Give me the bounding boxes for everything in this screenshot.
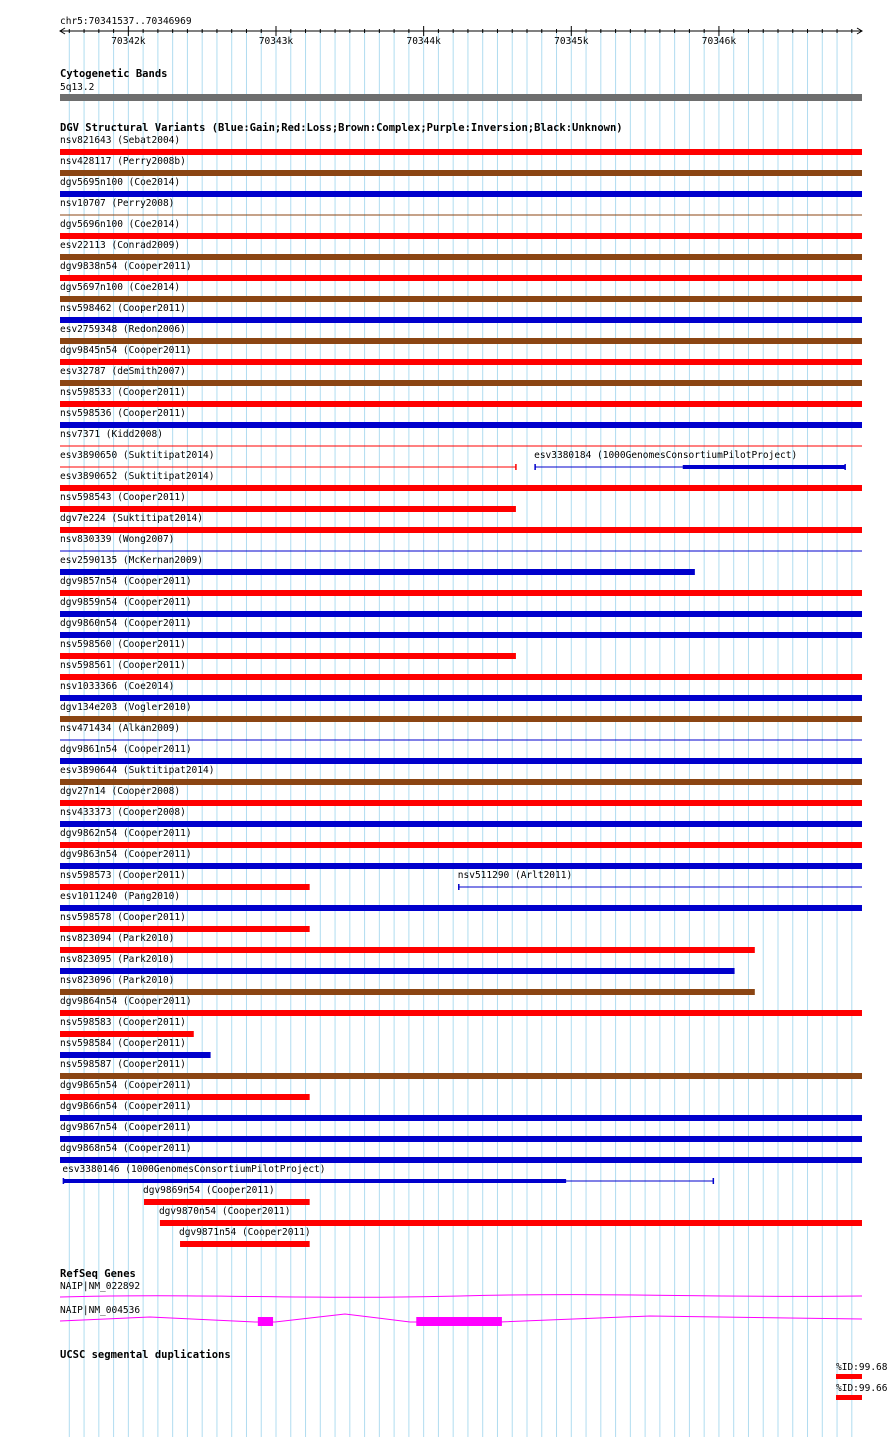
dgv-variant[interactable]	[60, 786, 862, 806]
dgv-variant-label: nsv598573 (Cooper2011)	[60, 870, 186, 881]
dgv-variant[interactable]	[60, 891, 862, 911]
dgv-variant-bar[interactable]	[144, 1199, 310, 1205]
dgv-variant-bar[interactable]	[60, 695, 862, 701]
dgv-variant-bar[interactable]	[60, 989, 755, 995]
dgv-variant-label: nsv10707 (Perry2008)	[60, 198, 175, 209]
dgv-variant-label: esv2590135 (McKernan2009)	[60, 555, 203, 566]
dgv-variant-bar[interactable]	[60, 716, 862, 722]
dgv-variant-bar[interactable]	[60, 1010, 862, 1016]
refseq-track-title[interactable]: RefSeq Genes	[60, 1268, 136, 1280]
refseq-gene-exon[interactable]	[258, 1317, 273, 1326]
dgv-variant[interactable]	[60, 849, 862, 869]
dgv-variant[interactable]	[60, 177, 862, 197]
dgv-variant[interactable]	[534, 450, 845, 470]
dgv-variant-bar[interactable]	[60, 233, 862, 239]
dgv-variant-bar[interactable]	[60, 401, 862, 407]
dgv-variant[interactable]	[60, 912, 310, 932]
dgv-variant-bar[interactable]	[60, 905, 862, 911]
dgv-variant[interactable]	[143, 1185, 310, 1205]
dgv-variant[interactable]	[60, 471, 862, 491]
dgv-variant-label: dgv9869n54 (Cooper2011)	[143, 1185, 275, 1196]
dgv-variant[interactable]	[60, 198, 862, 215]
dgv-variant-bar[interactable]	[60, 1031, 194, 1037]
dgv-variant[interactable]	[60, 618, 862, 638]
dgv-variant-label: dgv9862n54 (Cooper2011)	[60, 828, 192, 839]
dgv-variant-bar[interactable]	[60, 1052, 211, 1058]
dgv-variant-label: dgv9838n54 (Cooper2011)	[60, 261, 192, 272]
dgv-variant-bar[interactable]	[60, 254, 862, 260]
dgv-variant-label: dgv9863n54 (Cooper2011)	[60, 849, 192, 860]
dgv-variant-bar[interactable]	[60, 338, 862, 344]
dgv-variant[interactable]	[60, 744, 862, 764]
ruler-tick-label: 70346k	[701, 36, 737, 47]
dgv-variant[interactable]	[60, 429, 862, 446]
dgv-variant-label: dgv5697n100 (Coe2014)	[60, 282, 181, 293]
cytoband-bar[interactable]	[60, 94, 862, 101]
dgv-variant-bar[interactable]	[60, 191, 862, 197]
dgv-variant-label: esv2759348 (Redon2006)	[60, 324, 186, 335]
dgv-variant-label: esv32787 (deSmith2007)	[60, 366, 186, 377]
dgv-variant-label: nsv598587 (Cooper2011)	[60, 1059, 186, 1070]
dgv-variant[interactable]	[60, 324, 862, 344]
dgv-variant-label: esv3380146 (1000GenomesConsortiumPilotProject)	[62, 1164, 326, 1175]
dgv-variant[interactable]	[60, 534, 862, 551]
dgv-variant-bar[interactable]	[60, 506, 516, 512]
segdup-label: %ID:99.68	[836, 1362, 888, 1373]
dgv-variant[interactable]	[60, 492, 516, 512]
dgv-variant-bar[interactable]	[60, 1157, 862, 1163]
dgv-variant[interactable]	[60, 345, 862, 365]
refseq-genes-track	[60, 1281, 862, 1326]
dgv-variant[interactable]	[60, 1122, 862, 1142]
dgv-variant-bar[interactable]	[60, 359, 862, 365]
dgv-variant-label: esv3890652 (Suktitipat2014)	[60, 471, 215, 482]
segdup-track	[836, 1362, 888, 1400]
dgv-variant[interactable]	[60, 450, 516, 470]
dgv-variant-bar[interactable]	[160, 1220, 862, 1226]
dgv-variant[interactable]	[60, 513, 862, 533]
dgv-variant-bar[interactable]	[60, 1073, 862, 1079]
dgv-variant-label: nsv823096 (Park2010)	[60, 975, 175, 986]
dgv-variant[interactable]	[60, 555, 695, 575]
dgv-variant-label: dgv9871n54 (Cooper2011)	[179, 1227, 311, 1238]
dgv-variant-bar[interactable]	[60, 1136, 862, 1142]
dgv-variant-label: dgv9868n54 (Cooper2011)	[60, 1143, 192, 1154]
ruler[interactable]	[60, 26, 862, 47]
dgv-variant[interactable]	[60, 723, 862, 740]
dgv-variant-label: nsv823095 (Park2010)	[60, 954, 175, 965]
dgv-variant[interactable]	[60, 639, 516, 659]
refseq-gene-label: NAIP|NM_004536	[60, 1305, 141, 1316]
segdup-track-title[interactable]: UCSC segmental duplications	[60, 1349, 231, 1361]
segdup-label: %ID:99.66	[836, 1383, 888, 1394]
dgv-variant[interactable]	[60, 576, 862, 596]
dgv-variant-bar[interactable]	[60, 842, 862, 848]
dgv-variant-label: nsv821643 (Sebat2004)	[60, 135, 181, 146]
dgv-variant[interactable]	[60, 954, 735, 974]
dgv-track-title[interactable]: DGV Structural Variants (Blue:Gain;Red:Loss;Brown:Complex;Purple:Inversion;Black:Unknown)	[60, 122, 623, 134]
ruler-location: chr5:70341537..70346969	[60, 16, 192, 27]
dgv-variant[interactable]	[60, 219, 862, 239]
dgv-variant-bar[interactable]	[60, 296, 862, 302]
dgv-variant-bar[interactable]	[60, 317, 862, 323]
dgv-variant-label: nsv433373 (Cooper2008)	[60, 807, 186, 818]
dgv-variant-bar[interactable]	[60, 800, 862, 806]
dgv-variant[interactable]	[60, 1101, 862, 1121]
dgv-variant-label: nsv598462 (Cooper2011)	[60, 303, 186, 314]
dgv-variant-bar[interactable]	[60, 821, 862, 827]
ruler-tick-label: 70342k	[111, 36, 146, 47]
dgv-variant-label: nsv598583 (Cooper2011)	[60, 1017, 186, 1028]
dgv-variant-label: dgv9867n54 (Cooper2011)	[60, 1122, 192, 1133]
refseq-gene[interactable]	[60, 1281, 862, 1297]
dgv-variant-label: nsv823094 (Park2010)	[60, 933, 175, 944]
dgv-variant-label: nsv598536 (Cooper2011)	[60, 408, 186, 419]
dgv-variant-label: nsv7371 (Kidd2008)	[60, 429, 163, 440]
dgv-variant[interactable]	[60, 597, 862, 617]
dgv-variant-bar[interactable]	[60, 590, 862, 596]
dgv-variant-label: nsv428117 (Perry2008b)	[60, 156, 186, 167]
dgv-variant-label: dgv9864n54 (Cooper2011)	[60, 996, 192, 1007]
dgv-variant-bar[interactable]	[60, 485, 862, 491]
dgv-variant-bar[interactable]	[60, 968, 735, 974]
dgv-variant-label: dgv27n14 (Cooper2008)	[60, 786, 181, 797]
dgv-variant-bar[interactable]	[60, 758, 862, 764]
dgv-variant[interactable]	[60, 366, 862, 386]
dgv-variant-thick-part[interactable]	[63, 1179, 566, 1183]
segdup-item[interactable]	[836, 1362, 888, 1379]
dgv-variant-bar[interactable]	[60, 527, 862, 533]
ruler-tick-label: 70345k	[554, 36, 589, 47]
segdup-bar[interactable]	[836, 1395, 862, 1400]
dgv-variant-label: dgv9866n54 (Cooper2011)	[60, 1101, 192, 1112]
refseq-gene-intron-line[interactable]	[60, 1295, 862, 1298]
dgv-variant-label: dgv7e224 (Suktitipat2014)	[60, 513, 203, 524]
cytoband-label: 5q13.2	[60, 82, 95, 93]
dgv-variants-track	[60, 135, 862, 1247]
dgv-variant-label: esv1011240 (Pang2010)	[60, 891, 181, 902]
dgv-variant[interactable]	[60, 240, 862, 260]
dgv-variant[interactable]	[159, 1206, 862, 1226]
dgv-variant[interactable]	[60, 828, 862, 848]
dgv-variant[interactable]	[60, 282, 862, 302]
dgv-variant-label: dgv5695n100 (Coe2014)	[60, 177, 181, 188]
dgv-variant-label: dgv9865n54 (Cooper2011)	[60, 1080, 192, 1091]
ruler-tick-label: 70344k	[406, 36, 441, 47]
dgv-variant-bar[interactable]	[60, 569, 695, 575]
dgv-variant-label: nsv598533 (Cooper2011)	[60, 387, 186, 398]
dgv-variant-bar[interactable]	[60, 653, 516, 659]
dgv-variant-label: dgv9861n54 (Cooper2011)	[60, 744, 192, 755]
dgv-variant-bar[interactable]	[60, 422, 862, 428]
dgv-variant-label: dgv5696n100 (Coe2014)	[60, 219, 181, 230]
dgv-variant-bar[interactable]	[60, 926, 310, 932]
dgv-variant[interactable]	[60, 807, 862, 827]
dgv-variant-label: nsv598543 (Cooper2011)	[60, 492, 186, 503]
dgv-variant-bar[interactable]	[60, 170, 862, 176]
dgv-variant[interactable]	[60, 1038, 211, 1058]
dgv-variant[interactable]	[60, 261, 862, 281]
dgv-variant-bar[interactable]	[60, 1094, 310, 1100]
dgv-variant-label: esv22113 (Conrad2009)	[60, 240, 181, 251]
dgv-variant[interactable]	[60, 1059, 862, 1079]
dgv-variant-bar[interactable]	[60, 1115, 862, 1121]
dgv-variant[interactable]	[60, 1143, 862, 1163]
dgv-variant[interactable]	[60, 135, 862, 155]
dgv-variant-bar[interactable]	[60, 863, 862, 869]
dgv-variant-thick-part[interactable]	[683, 465, 845, 469]
dgv-variant-label: nsv598560 (Cooper2011)	[60, 639, 186, 650]
dgv-variant[interactable]	[60, 933, 755, 953]
dgv-variant-label: dgv9870n54 (Cooper2011)	[158, 1206, 291, 1217]
cytoband-track-title[interactable]: Cytogenetic Bands	[60, 68, 168, 80]
dgv-variant-bar[interactable]	[180, 1241, 310, 1247]
dgv-variant-bar[interactable]	[60, 632, 862, 638]
dgv-variant[interactable]	[60, 303, 862, 323]
dgv-variant[interactable]	[60, 156, 862, 176]
dgv-variant[interactable]	[60, 870, 310, 890]
refseq-gene[interactable]	[60, 1305, 862, 1326]
refseq-gene-exon[interactable]	[416, 1317, 502, 1326]
dgv-variant[interactable]	[60, 681, 862, 701]
dgv-variant[interactable]	[60, 765, 862, 785]
dgv-variant-label: nsv511290 (Arlt2011)	[457, 870, 573, 881]
dgv-variant-label: dgv9857n54 (Cooper2011)	[60, 576, 192, 587]
dgv-variant[interactable]	[60, 660, 862, 680]
dgv-variant[interactable]	[60, 1017, 194, 1037]
dgv-variant-label: dgv9859n54 (Cooper2011)	[60, 597, 192, 608]
dgv-variant-label: nsv471434 (Alkan2009)	[60, 723, 181, 734]
dgv-variant-label: dgv9860n54 (Cooper2011)	[60, 618, 192, 629]
segdup-bar[interactable]	[836, 1374, 862, 1379]
ruler-tick-label: 70343k	[258, 36, 294, 47]
dgv-variant-bar[interactable]	[60, 611, 862, 617]
dgv-variant-label: esv3890644 (Suktitipat2014)	[60, 765, 215, 776]
dgv-variant-bar[interactable]	[60, 674, 862, 680]
dgv-variant-bar[interactable]	[60, 779, 862, 785]
dgv-variant[interactable]	[60, 996, 862, 1016]
dgv-variant-bar[interactable]	[60, 380, 862, 386]
dgv-variant-label: esv3890650 (Suktitipat2014)	[60, 450, 215, 461]
dgv-variant-label: nsv598584 (Cooper2011)	[60, 1038, 186, 1049]
dgv-variant[interactable]	[60, 702, 862, 722]
dgv-variant-label: nsv598578 (Cooper2011)	[60, 912, 186, 923]
dgv-variant-label: nsv1033366 (Coe2014)	[60, 681, 175, 692]
dgv-variant[interactable]	[60, 1080, 310, 1100]
dgv-variant[interactable]	[179, 1227, 311, 1247]
dgv-variant-label: nsv830339 (Wong2007)	[60, 534, 175, 545]
refseq-gene-label: NAIP|NM_022892	[60, 1281, 141, 1292]
dgv-variant-label: dgv134e203 (Vogler2010)	[60, 702, 192, 713]
dgv-variant-label: dgv9845n54 (Cooper2011)	[60, 345, 192, 356]
dgv-variant[interactable]	[60, 975, 755, 995]
dgv-variant[interactable]	[60, 387, 862, 407]
dgv-variant-label: esv3380184 (1000GenomesConsortiumPilotProject)	[534, 450, 798, 461]
dgv-variant-bar[interactable]	[60, 884, 310, 890]
dgv-variant[interactable]	[60, 408, 862, 428]
dgv-variant-bar[interactable]	[60, 149, 862, 155]
dgv-variant-bar[interactable]	[60, 947, 755, 953]
dgv-variant-label: nsv598561 (Cooper2011)	[60, 660, 186, 671]
segdup-item[interactable]	[836, 1383, 888, 1400]
dgv-variant-bar[interactable]	[60, 275, 862, 281]
